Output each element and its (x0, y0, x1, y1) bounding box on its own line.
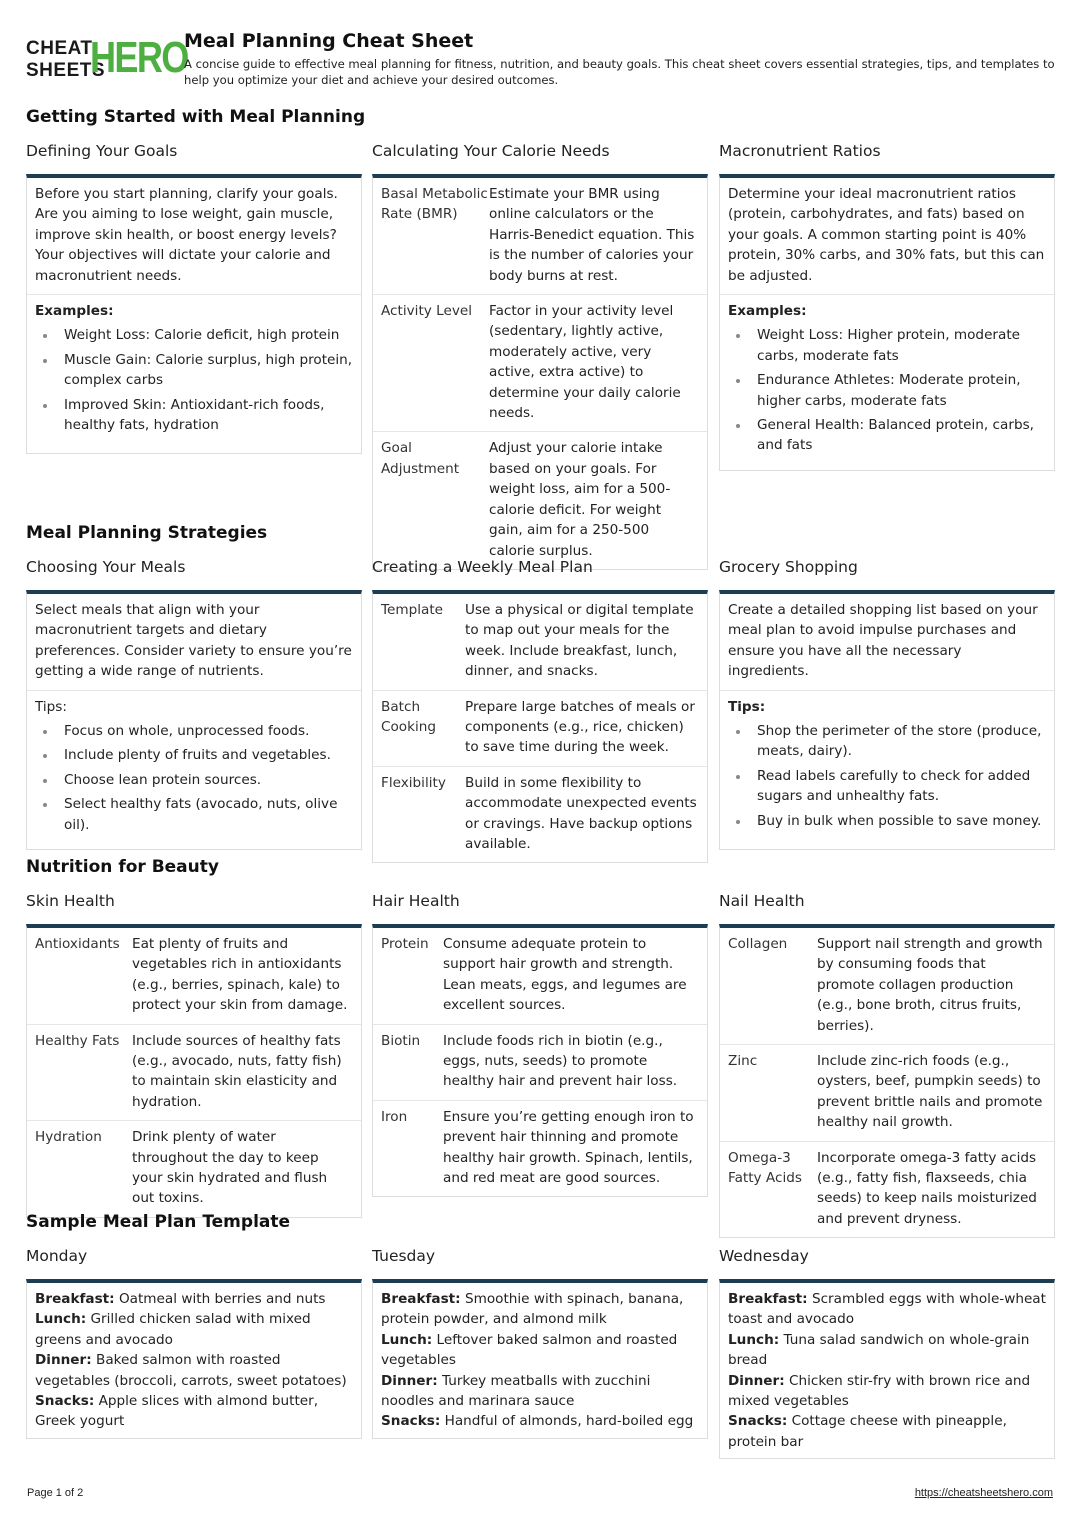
row-key: Basal Metabolic Rate (BMR) (381, 186, 488, 223)
tips-cell (720, 690, 1054, 849)
block-title: Wednesday (719, 1247, 809, 1265)
meal-text: Cottage cheese with pineapple, protein bar (728, 1413, 1007, 1450)
logo-sheets-text: SHEETS (26, 60, 106, 81)
examples-list (728, 325, 1046, 455)
list-item: Read labels carefully to check for added sugars and unhealthy fats. (728, 766, 1046, 807)
meal-breakfast (381, 1289, 699, 1330)
tips-label: Tips: (35, 698, 67, 715)
block-title: Defining Your Goals (26, 142, 178, 160)
meal-list (720, 1283, 1054, 1458)
table-row (720, 1141, 1054, 1238)
block-title: Monday (26, 1247, 88, 1265)
logo-cheat-text: CHEAT (26, 38, 93, 59)
row-value: Consume adequate protein to support hair growth and strength. Lean meats, eggs, and legumes are excellent sources. (443, 936, 687, 1014)
list-item: General Health: Balanced protein, carbs, and fats (728, 415, 1046, 456)
meal-label: Dinner: (728, 1372, 785, 1389)
row-key: Collagen (728, 936, 788, 952)
block-title: Tuesday (372, 1247, 436, 1265)
row-value: Support nail strength and growth by consuming foods that promote collagen production (e.g., bone broth, citrus fruits, berries). (817, 936, 1043, 1034)
row-key: Goal Adjustment (381, 440, 460, 477)
block-card (26, 1279, 362, 1439)
block-title: Grocery Shopping (719, 558, 858, 576)
table-row (373, 1024, 707, 1100)
block-intro: Create a detailed shopping list based on your meal plan to avoid impulse purchases and ensure you have all the necessary ingredients. (728, 602, 1038, 680)
meal-label: Dinner: (35, 1352, 92, 1369)
block-card (26, 924, 362, 1218)
block-card (719, 924, 1055, 1238)
meal-list (27, 1283, 361, 1438)
table-row (720, 1044, 1054, 1141)
meal-text: Chicken stir-fry with brown rice and mixed vegetables (728, 1372, 1031, 1410)
table-row (27, 928, 361, 1024)
section-title-beauty: Nutrition for Beauty (26, 857, 219, 877)
meal-label: Snacks: (728, 1413, 788, 1430)
meal-breakfast (728, 1289, 1046, 1330)
block-title: Skin Health (26, 892, 115, 910)
tips-cell (27, 690, 361, 849)
row-value: Use a physical or digital template to map out your meals for the week. Include breakfast, lunch, dinner, and snacks. (465, 602, 694, 680)
row-key: Omega-3 Fatty Acids (728, 1149, 802, 1187)
list-item: Shop the perimeter of the store (produce, meats, dairy). (728, 721, 1046, 762)
meal-lunch (728, 1330, 1046, 1371)
list-item: Focus on whole, unprocessed foods. (35, 721, 353, 741)
examples-label: Examples: (35, 303, 114, 320)
list-item: Include plenty of fruits and vegetables. (35, 745, 353, 765)
block-choosing-meals (26, 558, 362, 850)
block-wednesday (719, 1247, 1055, 1459)
block-monday (26, 1247, 362, 1439)
row-value: Prepare large batches of meals or components (e.g., rice, chicken) to save time during the week. (465, 698, 695, 756)
block-tuesday (372, 1247, 708, 1439)
section-title-template: Sample Meal Plan Template (26, 1212, 291, 1232)
meal-label: Lunch: (381, 1331, 433, 1348)
block-card (719, 174, 1055, 471)
row-value: Adjust your calorie intake based on your goals. For weight loss, aim for a 500-calorie deficit. For weight gain, aim for a 250-500 calorie surplus. (489, 440, 671, 559)
meal-label: Breakfast: (35, 1291, 115, 1307)
list-item: Muscle Gain: Calorie surplus, high protein, complex carbs (35, 350, 353, 391)
table-row (27, 1120, 361, 1217)
row-value: Include sources of healthy fats (e.g., avocado, nuts, fatty fish) to maintain skin elasticity and hydration. (132, 1032, 342, 1110)
meal-list (373, 1283, 707, 1438)
table-row (373, 1100, 707, 1197)
block-weekly-plan (372, 558, 708, 863)
examples-cell (27, 294, 361, 453)
list-item: Weight Loss: Higher protein, moderate carbs, moderate fats (728, 325, 1046, 366)
block-intro: Determine your ideal macronutrient ratios (protein, carbohydrates, and fats) based on your goals. A common starting point is 40% protein, 30% carbs, and 30% fats, but this can be adjusted. (728, 186, 1045, 284)
list-item: Select healthy fats (avocado, nuts, olive oil). (35, 794, 353, 835)
tips-list (728, 721, 1046, 831)
block-calorie-needs (372, 142, 708, 570)
block-macronutrient-ratios (719, 142, 1055, 471)
block-intro: Select meals that align with your macronutrient targets and dietary preferences. Consider variety to ensure you’re getting a wide range of nutrients. (35, 602, 352, 680)
block-title: Calculating Your Calorie Needs (372, 142, 610, 160)
meal-label: Breakfast: (381, 1291, 461, 1307)
block-intro: Before you start planning, clarify your goals. Are you aiming to lose weight, gain muscle, improve skin health, or boost energy levels? Your objectives will dictate your calorie and macronutrient needs. (35, 186, 338, 284)
table-row (373, 766, 707, 863)
logo-hero-text: HERO (90, 33, 188, 82)
meal-dinner (381, 1371, 699, 1412)
meal-dinner (728, 1371, 1046, 1412)
page-header (26, 30, 1056, 90)
row-value: Factor in your activity level (sedentary, lightly active, moderately active, very active, extra active) to determine your daily calorie needs. (489, 303, 681, 422)
meal-snacks (35, 1391, 353, 1432)
list-item: Buy in bulk when possible to save money. (728, 811, 1046, 831)
meal-label: Snacks: (35, 1393, 95, 1410)
list-item: Choose lean protein sources. (35, 770, 353, 790)
meal-text: Tuna salad sandwich on whole-grain bread (728, 1331, 1030, 1369)
meal-label: Dinner: (381, 1372, 438, 1389)
table-row (27, 1024, 361, 1121)
page-subtitle: A concise guide to effective meal planning for fitness, nutrition, and beauty goals. This cheat sheet covers essential strategies, tips, and templates to help you optimize your diet and achieve your desired outcomes. (184, 57, 1055, 87)
meal-text: Leftover baked salmon and roasted vegetables (381, 1331, 678, 1369)
row-key: Hydration (35, 1129, 102, 1146)
meal-label: Snacks: (381, 1413, 441, 1430)
page-number: Page 1 of 2 (27, 1487, 84, 1499)
block-defining-goals (26, 142, 362, 454)
meal-text: Grilled chicken salad with mixed greens and avocado (35, 1311, 311, 1348)
block-title: Hair Health (372, 892, 460, 910)
table-row (373, 178, 707, 294)
site-link[interactable]: https://cheatsheetshero.com (914, 1487, 1053, 1499)
meal-snacks (381, 1411, 699, 1431)
meal-text: Smoothie with spinach, banana, protein powder, and almond milk (381, 1291, 684, 1328)
row-value: Incorporate omega-3 fatty acids (e.g., fatty fish, flaxseeds, chia seeds) to keep nails moisturized and prevent dryness. (817, 1149, 1037, 1227)
row-key: Flexibility (381, 774, 446, 791)
tips-list (35, 721, 353, 835)
meal-lunch (381, 1330, 699, 1371)
row-key: Template (381, 602, 444, 618)
block-hair-health (372, 892, 708, 1197)
examples-list (35, 325, 353, 435)
table-row (373, 928, 707, 1024)
examples-label: Examples: (728, 303, 807, 320)
block-card (719, 1279, 1055, 1459)
row-value: Eat plenty of fruits and vegetables rich in antioxidants (e.g., berries, spinach, kale) to protect your skin from damage. (132, 936, 348, 1014)
list-item: Improved Skin: Antioxidant-rich foods, healthy fats, hydration (35, 395, 353, 436)
meal-dinner (35, 1350, 353, 1391)
meal-lunch (35, 1309, 353, 1350)
row-value: Build in some flexibility to accommodate unexpected events or cravings. Have backup options available. (465, 774, 697, 853)
table-row (373, 294, 707, 431)
row-key: Healthy Fats (35, 1032, 120, 1049)
table-row (373, 431, 707, 568)
cheatsheetshero-logo[interactable] (26, 33, 188, 82)
block-title: Choosing Your Meals (26, 558, 186, 576)
meal-text: Handful of almonds, hard-boiled egg (440, 1413, 694, 1430)
table-row (720, 928, 1054, 1044)
row-key: Activity Level (381, 303, 473, 320)
meal-label: Lunch: (728, 1331, 780, 1348)
row-value: Include foods rich in biotin (e.g., eggs, nuts, seeds) to promote healthy hair and prevent hair loss. (443, 1032, 678, 1090)
block-card (372, 924, 708, 1197)
row-value: Include zinc-rich foods (e.g., oysters, beef, pumpkin seeds) to prevent brittle nails and promote healthy nail growth. (817, 1053, 1043, 1131)
section-title-getting-started: Getting Started with Meal Planning (26, 107, 366, 127)
meal-label: Lunch: (35, 1311, 87, 1328)
list-item: Endurance Athletes: Moderate protein, higher carbs, moderate fats (728, 370, 1046, 411)
examples-cell (720, 294, 1054, 470)
meal-text: Apple slices with almond butter, Greek yogurt (35, 1393, 319, 1430)
meal-text: Oatmeal with berries and nuts (114, 1291, 326, 1307)
row-key: Biotin (381, 1032, 421, 1049)
block-skin-health (26, 892, 362, 1218)
meal-text: Scrambled eggs with whole-wheat toast and avocado (728, 1291, 1046, 1328)
row-value: Drink plenty of water throughout the day to keep your skin hydrated and flush out toxins. (132, 1129, 328, 1207)
tips-label: Tips: (728, 698, 766, 715)
block-title: Nail Health (719, 892, 805, 910)
row-value: Ensure you’re getting enough iron to prevent hair thinning and promote healthy hair growth. Spinach, lentils, and red meat are good sources. (443, 1108, 694, 1187)
table-row (373, 594, 707, 690)
block-nail-health (719, 892, 1055, 1238)
block-card (372, 174, 708, 570)
meal-snacks (728, 1411, 1046, 1452)
row-key: Antioxidants (35, 936, 120, 952)
row-key: Protein (381, 936, 429, 952)
block-grocery-shopping (719, 558, 1055, 850)
meal-label: Breakfast: (728, 1291, 808, 1307)
block-card (26, 174, 362, 454)
block-title: Macronutrient Ratios (719, 142, 881, 160)
block-card (372, 1279, 708, 1439)
meal-text: Turkey meatballs with zucchini noodles and marinara sauce (381, 1372, 651, 1410)
meal-breakfast (35, 1289, 353, 1309)
table-row (373, 690, 707, 766)
block-card (26, 590, 362, 850)
row-key: Iron (381, 1108, 408, 1125)
block-card (719, 590, 1055, 850)
section-title-strategies: Meal Planning Strategies (26, 523, 268, 543)
meal-text: Baked salmon with roasted vegetables (broccoli, carrots, sweet potatoes) (35, 1352, 347, 1389)
page-title: Meal Planning Cheat Sheet (184, 30, 474, 52)
row-key: Zinc (728, 1053, 758, 1070)
block-card (372, 590, 708, 863)
row-value: Estimate your BMR using online calculators or the Harris-Benedict equation. This is the number of calories your body burns at rest. (489, 186, 695, 284)
row-key: Batch Cooking (381, 698, 437, 736)
block-title: Creating a Weekly Meal Plan (372, 558, 593, 576)
list-item: Weight Loss: Calorie deficit, high protein (35, 325, 353, 345)
